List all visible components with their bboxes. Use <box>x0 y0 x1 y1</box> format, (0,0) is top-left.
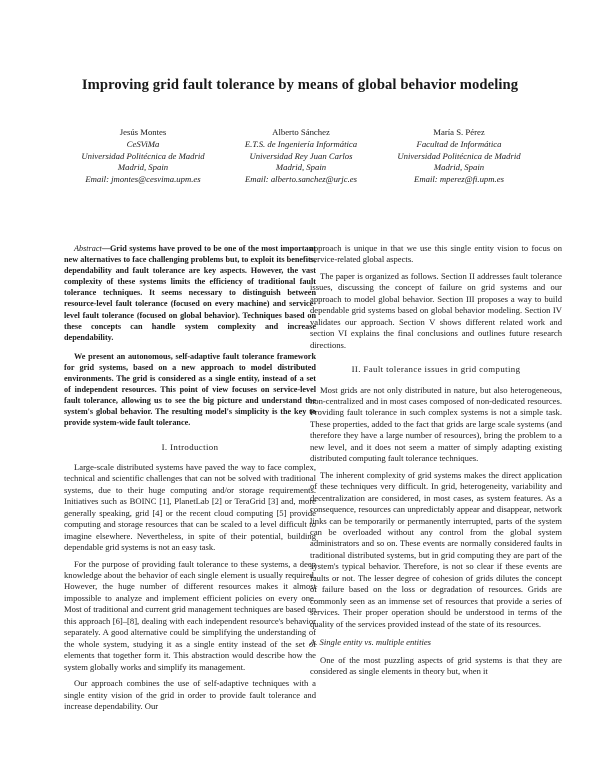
intro-paragraph-4: approach is unique in that we use this single entity vision to focus on service-related global aspects. <box>310 243 562 265</box>
author-org: CeSViMa <box>126 138 160 149</box>
abstract-paragraph-1: Abstract—Grid systems have proved to be one of the most important new alternatives to face challenging problems but, to exploit its benefits, dependability and fault tolerance are key aspects. However, the vast complexity of these systems limits the efficiency of traditional fault tolerance techniques. It seems necessary to distinguish between resource-level fault tolerance (focused on every machine) and service-level fault tolerance (focused on global behavior). Techniques based on these concepts can handle system complexity and increase dependability. <box>64 244 316 342</box>
abstract-label: Abstract <box>74 244 102 253</box>
author-affiliation: Universidad Politécnica de Madrid <box>397 150 521 161</box>
author-name: María S. Pérez <box>433 127 485 137</box>
author-city: Madrid, Spain <box>275 162 327 173</box>
intro-paragraph-1: Large-scale distributed systems have paved the way to face complex, technical and scientific challenges that can not be solved with traditional systems, due to their huge computing and/or storage requirements. Initiatives such as BOINC [1], PlanetLab [2] or TeraGrid [3] and, more generally speaking, grid [4] or the recent cloud computing [5] provide computing and storage resources that can be scaled to a level difficult to imagine elsewhere. Nevertheless, in spite of their potential, building dependable grid systems is not an easy task. <box>64 461 316 553</box>
author-email[interactable]: Email: jmontes@cesvima.upm.es <box>85 174 201 185</box>
left-column <box>64 243 316 712</box>
intro-paragraph-3: Our approach combines the use of self-adaptive techniques with a single entity vision of the grid in order to provide fault tolerance and increase dependability. Our <box>64 678 316 712</box>
abstract-paragraph-2: We present an autonomous, self-adaptive fault tolerance framework for grid systems, based on a new approach to model distributed environments. The grid is considered as a single entity, instead of a set of independent resources. This point of view focuses on service-level fault tolerance, allowing us to see the big picture and understand the system's global behavior. The resulting model's simplicity is the key to provide system-wide fault tolerance. <box>64 351 316 428</box>
author-name: Alberto Sánchez <box>272 127 330 137</box>
author-city: Madrid, Spain <box>433 162 485 173</box>
author-city: Madrid, Spain <box>117 162 169 173</box>
subsection-a-paragraph-1: One of the most puzzling aspects of grid systems is that they are considered as single elements in theory but, when it <box>310 654 562 676</box>
author-affiliation: Universidad Rey Juan Carlos <box>249 150 353 161</box>
section-heading-introduction: I. Introduction <box>161 441 219 452</box>
intro-paragraph-2: For the purpose of providing fault tolerance to these systems, a deep knowledge about the behavior of each single element is usually required. However, the huge number of different resources makes it almost impossible to analyze and implement efficient policies on every one. Most of traditional and current grid management techniques are based on this approach [6]–[8], dealing with each independent resource's behavior separately. A good alternative could be simplifying the understanding of the whole system, studying it as a single entity instead of the set of elements that together form it. This abstraction would describe how the system globally works and simplify its management. <box>64 558 316 672</box>
author-email[interactable]: Email: mperez@fi.upm.es <box>414 174 504 185</box>
author-block-3 <box>364 127 554 186</box>
section2-paragraph-1: Most grids are not only distributed in nature, but also heterogeneous, non-centralized and in most cases composed of non-dedicated resources. Providing fault tolerance in such complex systems is not a simple task. These properties, added to the fact that grids are large scale systems (and therefore they have a large number of resources), bring the problem to a new level, and it does not seem a matter of simply adapting existing distributed computing fault tolerance techniques. <box>310 384 562 464</box>
author-email[interactable]: Email: alberto.sanchez@urjc.es <box>245 174 357 185</box>
section-heading-fault-tolerance: II. Fault tolerance issues in grid computing <box>351 364 521 375</box>
abstract <box>64 243 316 429</box>
section2-paragraph-2: The inherent complexity of grid systems makes the direct application of these techniques very difficult. In grid, heterogeneity, variability and decentralization are considered, in most cases, as system features. As a consequence, resources can unpredictably appear and disappear, network links can be temporarily or permanently interrupted, parts of the system can be overloaded without any control from the global system administrators and so on. These events are normally considered faults in traditional distributed systems, but in grid computing they are part of the system's typical behavior. Therefore, is not so clear if these events are faults or not. The lesser degree of cohesion of grids dilutes the concept of failure based on the loss or degradation of resources. Grids are commonly seen as an immense set of resources that provide a series of services. Their proper operation should be understood in terms of the quality of the services provided instead of the state of its resources. <box>310 469 562 629</box>
right-column <box>310 243 562 677</box>
intro-paragraph-5: The paper is organized as follows. Section II addresses fault tolerance issues, discussing the concept of failure on grid systems and our approach to model global behavior. Section III proposes a way to build dependable grid systems based on global behavior modeling. Section IV validates our approach. Section V shows different related work and section VI explains the final conclusions and outlines future research directions. <box>310 270 562 350</box>
author-affiliation: Universidad Politécnica de Madrid <box>81 150 205 161</box>
author-org: E.T.S. de Ingeniería Informática <box>244 138 358 149</box>
paper-title: Improving grid fault tolerance by means of global behavior modeling <box>81 77 519 93</box>
subsection-heading-single-entity: A. Single entity vs. multiple entities <box>310 637 432 648</box>
author-name: Jesús Montes <box>119 127 167 137</box>
author-org: Facultad de Informática <box>416 138 502 149</box>
